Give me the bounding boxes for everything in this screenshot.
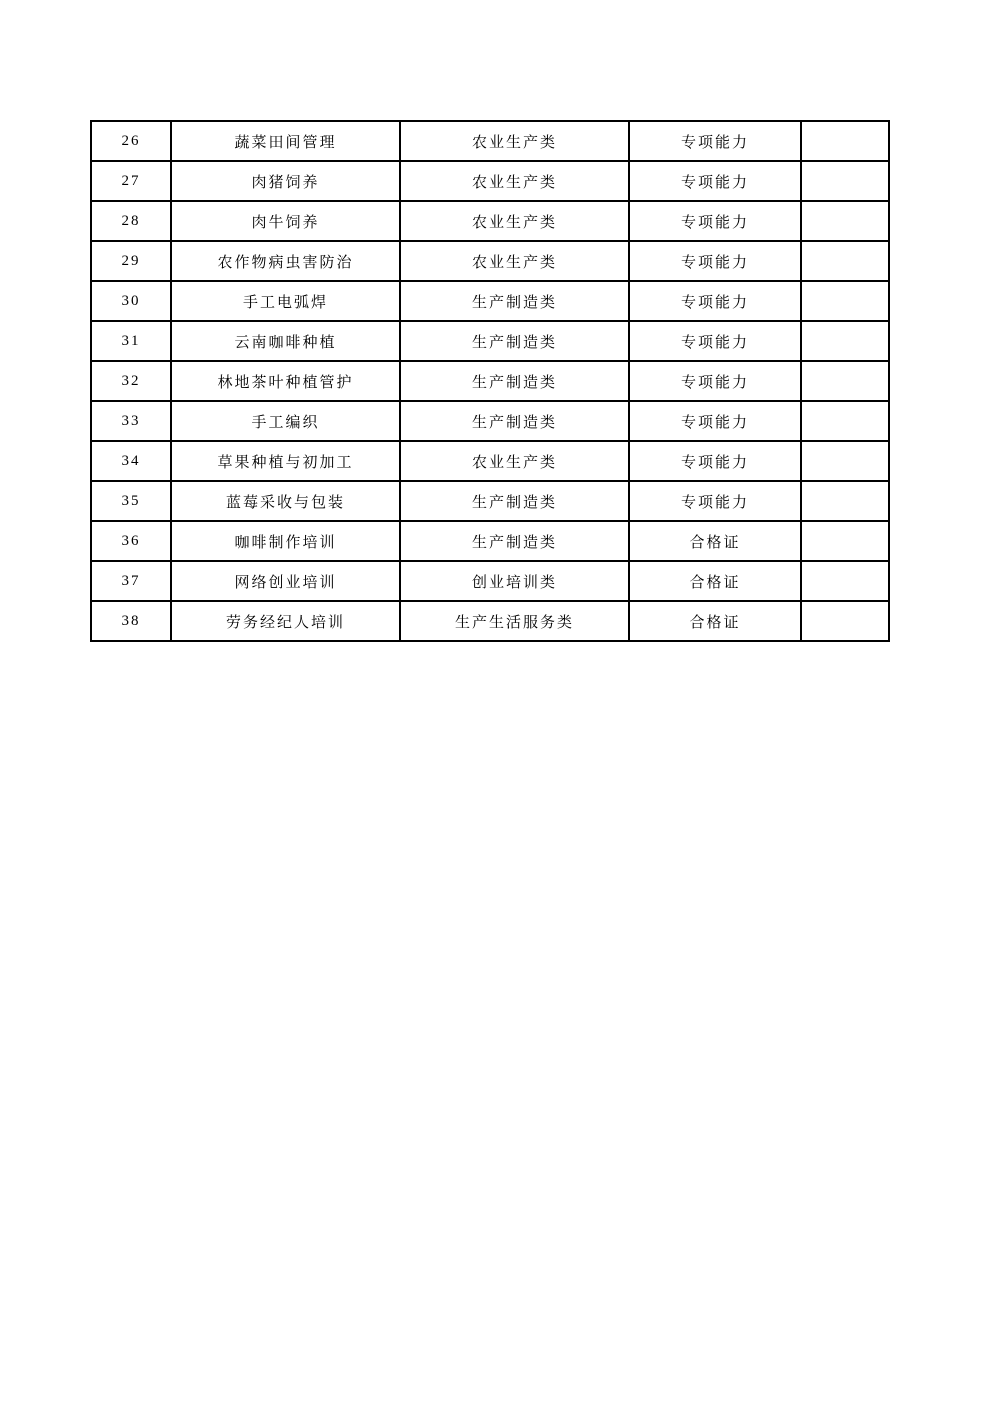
certificate-type: 专项能力 [629, 481, 801, 521]
row-number: 35 [91, 481, 171, 521]
certificate-type: 专项能力 [629, 281, 801, 321]
row-number: 30 [91, 281, 171, 321]
training-category: 农业生产类 [400, 121, 629, 161]
remarks-cell [801, 201, 889, 241]
row-number: 27 [91, 161, 171, 201]
row-number: 31 [91, 321, 171, 361]
training-name: 林地茶叶种植管护 [171, 361, 400, 401]
certificate-type: 专项能力 [629, 441, 801, 481]
table-row [91, 561, 889, 601]
remarks-cell [801, 361, 889, 401]
table-row [91, 401, 889, 441]
table-row [91, 361, 889, 401]
table-row [91, 201, 889, 241]
row-number: 34 [91, 441, 171, 481]
training-name: 网络创业培训 [171, 561, 400, 601]
training-table [90, 120, 890, 642]
certificate-type: 专项能力 [629, 321, 801, 361]
certificate-type: 专项能力 [629, 241, 801, 281]
certificate-type: 专项能力 [629, 121, 801, 161]
training-name: 咖啡制作培训 [171, 521, 400, 561]
certificate-type: 专项能力 [629, 361, 801, 401]
table-row [91, 481, 889, 521]
training-category: 生产制造类 [400, 361, 629, 401]
table-row [91, 321, 889, 361]
remarks-cell [801, 481, 889, 521]
certificate-type: 专项能力 [629, 161, 801, 201]
remarks-cell [801, 281, 889, 321]
certificate-type: 专项能力 [629, 401, 801, 441]
table-row [91, 121, 889, 161]
table-row [91, 281, 889, 321]
certificate-type: 合格证 [629, 601, 801, 641]
training-category: 生产制造类 [400, 481, 629, 521]
remarks-cell [801, 321, 889, 361]
training-category: 农业生产类 [400, 441, 629, 481]
training-category: 生产生活服务类 [400, 601, 629, 641]
remarks-cell [801, 441, 889, 481]
training-category: 农业生产类 [400, 201, 629, 241]
training-category: 生产制造类 [400, 401, 629, 441]
training-category: 生产制造类 [400, 521, 629, 561]
table-row [91, 441, 889, 481]
row-number: 37 [91, 561, 171, 601]
row-number: 33 [91, 401, 171, 441]
row-number: 38 [91, 601, 171, 641]
training-category: 生产制造类 [400, 321, 629, 361]
row-number: 26 [91, 121, 171, 161]
table-row [91, 521, 889, 561]
remarks-cell [801, 601, 889, 641]
training-category: 生产制造类 [400, 281, 629, 321]
row-number: 29 [91, 241, 171, 281]
remarks-cell [801, 401, 889, 441]
certificate-type: 合格证 [629, 521, 801, 561]
remarks-cell [801, 561, 889, 601]
table-body [91, 121, 889, 641]
training-name: 肉猪饲养 [171, 161, 400, 201]
certificate-type: 专项能力 [629, 201, 801, 241]
training-name: 肉牛饲养 [171, 201, 400, 241]
remarks-cell [801, 121, 889, 161]
training-name: 手工电弧焊 [171, 281, 400, 321]
training-category: 农业生产类 [400, 161, 629, 201]
remarks-cell [801, 161, 889, 201]
training-name: 草果种植与初加工 [171, 441, 400, 481]
training-category: 创业培训类 [400, 561, 629, 601]
training-name: 蔬菜田间管理 [171, 121, 400, 161]
training-name: 云南咖啡种植 [171, 321, 400, 361]
training-category: 农业生产类 [400, 241, 629, 281]
table-row [91, 161, 889, 201]
table-row [91, 241, 889, 281]
training-name: 劳务经纪人培训 [171, 601, 400, 641]
training-name: 蓝莓采收与包装 [171, 481, 400, 521]
certificate-type: 合格证 [629, 561, 801, 601]
training-name: 农作物病虫害防治 [171, 241, 400, 281]
row-number: 28 [91, 201, 171, 241]
row-number: 36 [91, 521, 171, 561]
remarks-cell [801, 241, 889, 281]
table-row [91, 601, 889, 641]
row-number: 32 [91, 361, 171, 401]
remarks-cell [801, 521, 889, 561]
training-name: 手工编织 [171, 401, 400, 441]
